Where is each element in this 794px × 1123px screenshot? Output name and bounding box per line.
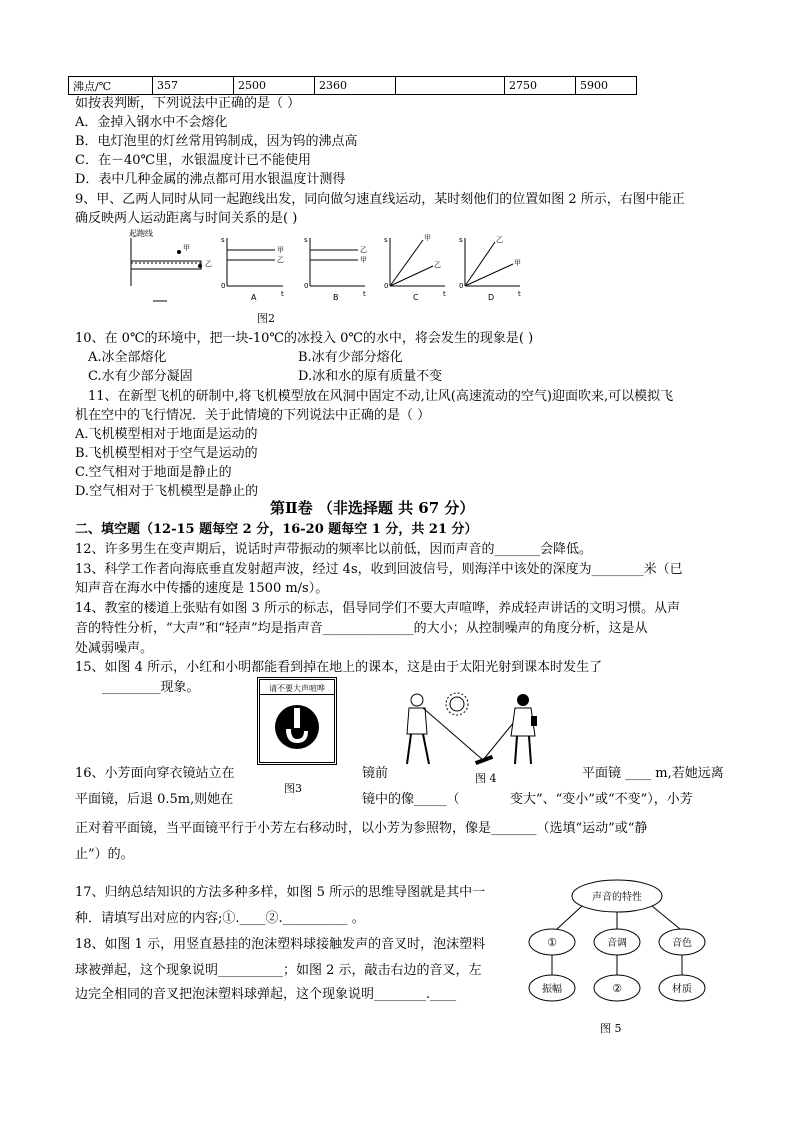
q17-line1: 17、归纳总结知识的方法多种多样，如图 5 所示的思维导图就是其中一 xyxy=(75,885,486,900)
q8-option-a: A．金掉入钢水中不会熔化 xyxy=(75,115,228,130)
q13-line2: 知声音在海水中传播的速度是 1500 m/s）。 xyxy=(75,581,329,596)
table-row xyxy=(69,77,637,95)
q11-line1: 11、在新型飞机的研制中,将飞机模型放在风洞中固定不动,让风(高速流动的空气)迎面吹来,可以模拟飞 xyxy=(88,389,674,404)
table-cell: 357 xyxy=(153,77,234,95)
q16-line3: 正对着平面镜，当平面镜平行于小芳左右移动时，以小芳为参照物，像是_______（选填“运动”或“静 xyxy=(75,821,648,836)
svg-text:s: s xyxy=(221,236,225,244)
q15-line1: 15、如图 4 所示，小红和小明都能看到掉在地上的课本，这是由于太阳光射到课本时发生了 xyxy=(75,660,603,675)
start-line-label: 起跑线 xyxy=(129,229,153,238)
q18-line1: 18、如图 1 示，用竖直悬挂的泡沫塑料球接触发声的音叉时，泡沫塑料 xyxy=(75,937,486,952)
quiet-finger-icon xyxy=(260,695,334,759)
runner-jia-label: 甲 xyxy=(183,244,190,252)
q11-option-a: A.飞机模型相对于地面是运动的 xyxy=(75,427,258,442)
runner-yi-label: 乙 xyxy=(205,260,212,268)
sign-text: 请不要大声喧哗 xyxy=(260,683,334,695)
svg-text:材质: 材质 xyxy=(672,984,692,995)
svg-text:甲: 甲 xyxy=(424,234,431,242)
table-row-label: 沸点/℃ xyxy=(69,77,153,95)
graph-d-label: D xyxy=(488,293,495,302)
svg-text:s: s xyxy=(459,236,463,244)
girl-figure-icon xyxy=(511,694,537,764)
table-cell: 2360 xyxy=(315,77,396,95)
q11-option-c: C.空气相对于地面是静止的 xyxy=(75,465,232,480)
q16-line2c: 变大”、“变小”或“不变”），小芳 xyxy=(510,792,693,807)
q13-line1: 13、科学工作者向海底垂直发射超声波，经过 4s，收到回波信号，则海洋中该处的深度为________米（已 xyxy=(75,562,683,577)
svg-text:t: t xyxy=(363,290,366,298)
q14-line2: 音的特性分析，“大声”和“轻声”均是指声音______________的大小；从控制噪声的角度分析，这是从 xyxy=(75,621,648,636)
q14-line3: 处减弱噪声。 xyxy=(75,641,154,656)
svg-text:s: s xyxy=(384,236,388,244)
track xyxy=(131,261,201,269)
svg-text:声音的特性: 声音的特性 xyxy=(592,892,642,903)
q16-line1b: 镜前 xyxy=(362,766,389,781)
q10-option-c: C.水有少部分凝固 xyxy=(88,369,193,384)
figure-3-sign xyxy=(257,677,337,765)
graph-a-label: A xyxy=(251,293,257,302)
q16-line1a: 16、小芳面向穿衣镜站立在 xyxy=(75,766,235,781)
q12: 12、许多男生在变声期后，说话时声带振动的频率比以前低，因而声音的_______会降低。 xyxy=(75,542,593,557)
q9-line2: 确反映两人运动距离与时间关系的是( ) xyxy=(75,211,298,226)
svg-text:甲: 甲 xyxy=(360,256,367,264)
q10-option-d: D.冰和水的原有质量不变 xyxy=(298,369,443,384)
graph-c-label: C xyxy=(413,293,419,302)
svg-text:②: ② xyxy=(612,982,622,995)
q8-option-c: C．在－40℃里，水银温度计已不能使用 xyxy=(75,153,312,168)
svg-text:音色: 音色 xyxy=(672,938,692,949)
q10-option-a: A.冰全部熔化 xyxy=(88,350,167,365)
svg-text:乙: 乙 xyxy=(277,256,284,264)
graph-c xyxy=(384,234,446,302)
q16-line1c: 平面镜 ____ m,若她远离 xyxy=(582,766,724,781)
q11-option-b: B.飞机模型相对于空气是运动的 xyxy=(75,446,258,461)
graph-b xyxy=(304,236,367,302)
svg-text:s: s xyxy=(304,236,308,244)
q8-stem: 如按表判断，下列说法中正确的是（ ） xyxy=(75,96,301,111)
svg-text:甲: 甲 xyxy=(514,259,521,267)
table-cell: 2750 xyxy=(505,77,576,95)
graph-b-label: B xyxy=(333,293,339,302)
graph-d xyxy=(459,236,521,302)
q15-line2: _________现象。 xyxy=(102,680,200,695)
figure-2 xyxy=(125,226,530,306)
svg-text:0: 0 xyxy=(221,282,226,290)
svg-text:甲: 甲 xyxy=(277,246,284,254)
svg-text:振幅: 振幅 xyxy=(542,984,562,995)
q17-line2: 种．请填写出对应的内容;①.____②.__________ 。 xyxy=(75,911,365,926)
svg-text:0: 0 xyxy=(304,282,309,290)
figure-4-caption: 图 4 xyxy=(475,772,497,785)
figure-4 xyxy=(397,686,547,772)
q11-line2: 机在空中的飞行情况．关于此情境的下列说法中正确的是（ ） xyxy=(75,408,431,423)
boy-figure-icon xyxy=(407,694,429,764)
q9-line1: 9、甲、乙两人同时从同一起跑线出发，同向做匀速直线运动，某时刻他们的位置如图 2 所示，右图中能正 xyxy=(75,192,685,207)
sun-icon xyxy=(446,693,468,715)
figure-5-caption: 图 5 xyxy=(600,1022,622,1035)
table-cell: 2500 xyxy=(234,77,315,95)
q16-line2a: 平面镜，后退 0.5m,则她在 xyxy=(75,792,234,807)
graph-a xyxy=(221,236,284,302)
svg-text:乙: 乙 xyxy=(434,261,441,269)
book-icon xyxy=(475,755,493,765)
svg-text:0: 0 xyxy=(384,282,389,290)
svg-text:t: t xyxy=(518,290,521,298)
q8-option-b: B．电灯泡里的灯丝常用钨制成，因为钨的沸点高 xyxy=(75,134,358,149)
q14-line1: 14、教室的楼道上张贴有如图 3 所示的标志，倡导同学们不要大声喧哗，养成轻声讲话的文明习惯。从声 xyxy=(75,601,681,616)
svg-text:音调: 音调 xyxy=(607,938,627,949)
q8-option-d: D．表中几种金属的沸点都可用水银温度计测得 xyxy=(75,172,346,187)
figure-5-mind-map xyxy=(522,874,712,1019)
q11-option-d: D.空气相对于飞机模型是静止的 xyxy=(75,484,259,499)
svg-text:0: 0 xyxy=(459,282,464,290)
boiling-point-table xyxy=(68,76,637,95)
svg-text:t: t xyxy=(281,290,284,298)
section-2-heading: 二、填空题（12-15 题每空 2 分，16-20 题每空 1 分，共 21 分） xyxy=(75,522,478,537)
q16-line2b: 镜中的像_____（ xyxy=(362,792,460,807)
svg-text:乙: 乙 xyxy=(496,236,503,244)
section-2-title: 第Ⅱ卷 （非选择题 共 67 分） xyxy=(270,499,475,517)
table-cell: 5900 xyxy=(576,77,637,95)
svg-text:①: ① xyxy=(547,936,557,949)
figure-3-caption: 图3 xyxy=(284,782,302,795)
figure-2-caption: 图2 xyxy=(257,312,275,325)
runner-yi-icon xyxy=(198,264,202,268)
q18-line3: 边完全相同的音叉把泡沫塑料球弹起，这个现象说明________.____ xyxy=(75,987,457,1002)
q10-stem: 10、在 0℃的环境中，把一块-10℃的冰投入 0℃的水中，将会发生的现象是( ) xyxy=(75,331,534,346)
runner-jia-icon xyxy=(177,250,181,254)
table-cell xyxy=(396,77,505,95)
q10-option-b: B.冰有少部分熔化 xyxy=(298,350,403,365)
svg-text:t: t xyxy=(443,290,446,298)
q18-line2: 球被弹起，这个现象说明__________；如图 2 示，敲击右边的音叉，左 xyxy=(75,963,482,978)
q16-line4: 止”）的。 xyxy=(75,847,134,862)
svg-text:乙: 乙 xyxy=(360,246,367,254)
